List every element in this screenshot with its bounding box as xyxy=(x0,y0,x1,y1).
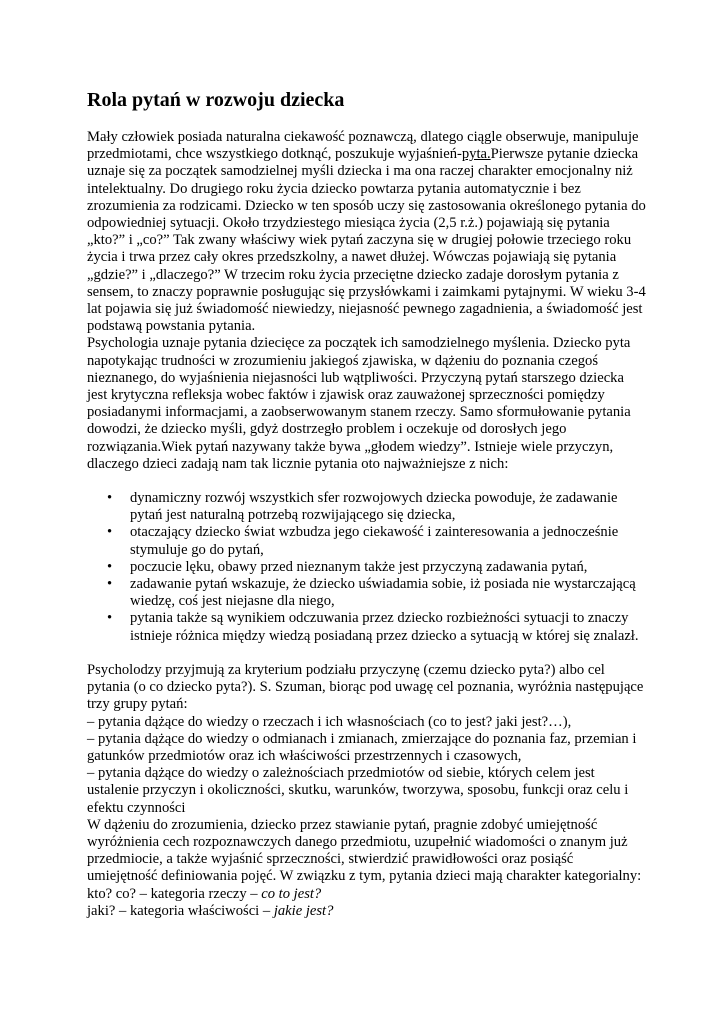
paragraph-psychology: Psychologia uznaje pytania dziecięce za początek ich samodzielnego myślenia. Dziecko pyta napotykając trudności w zrozumieniu jakiegoś zjawiska, w dążeniu do poznania czegoś nieznanego, do wyjaśnienia niejasności lub wątpliwości. Przyczyną pytań starszego dziecka jest krytyczna refleksja wobec faktów i zjawisk oraz zauważonej sprzeczności pomiędzy posiadanymi informacjami, a zaobserwowanym stanem rzeczy. Samo sformułowanie pytania dowodzi, że dziecko myśli, gdyż dostrzegło problem i oczekuje od dorosłych jego rozwiązania.Wiek pytań nazywany także bywa „głodem wiedzy”. Istnieje wiele przyczyn, dlaczego dzieci zadają nam tak licznie pytania oto najważniejsze z nich: xyxy=(87,335,631,472)
list-item-text: zadawanie pytań wskazuje, że dziecko uświadamia sobie, iż posiada nie wystarczającą wiedzę, coś jest niejasne dla niego, xyxy=(130,576,636,610)
category-text: kto? co? – kategoria rzeczy – xyxy=(87,885,262,902)
paragraph-intro xyxy=(87,129,647,335)
reasons-list xyxy=(87,490,647,645)
list-item-text: dynamiczny rozwój wszystkich sfer rozwojowych dziecka powoduje, że zadawanie pytań jest naturalną potrzebą rozwijającego się dziecka, xyxy=(130,490,618,524)
question-group-1: – pytania dążące do wiedzy o rzeczach i ich własnościach (co to jest? jaki jest?…), xyxy=(87,713,572,730)
list-item-text: poczucie lęku, obawy przed nieznanym także jest przyczyną zadawania pytań, xyxy=(130,558,588,575)
list-item xyxy=(87,576,647,610)
bullet-icon: • xyxy=(107,576,113,593)
question-group-3: – pytania dążące do wiedzy o zależnościach przedmiotów od siebie, których celem jest ustalenie przyczyn i okoliczności, skutku, warunków, tworzywa, sposobu, funkcji oraz celu i efektu czynności xyxy=(87,765,629,816)
category-question: co to jest? xyxy=(261,885,322,902)
category-line-2 xyxy=(87,903,647,920)
category-text: jaki? – kategoria właściwości – xyxy=(87,902,274,919)
list-item xyxy=(87,610,647,644)
list-item-text: pytania także są wynikiem odczuwania przez dziecko rozbieżności sytuacji to znaczy istnieje różnica między wiedzą posiadaną przez dziecko a sytuacją w której się znalazł. xyxy=(130,610,639,644)
bullet-icon: • xyxy=(107,558,113,575)
list-item xyxy=(87,559,647,576)
question-group-2: – pytania dążące do wiedzy o odmianach i zmianach, zmierzające do poznania faz, przemian i gatunków przedmiotów oraz ich właściwości przestrzennych i czasowych, xyxy=(87,730,637,764)
paragraph-intro-text: Mały człowiek posiada naturalna ciekawość poznawczą, dlatego ciągle obserwuje, manipuluje przedmiotami, chce wszystkiego dotknąć, poszukuje wyjaśnień- xyxy=(87,129,639,163)
category-line-1 xyxy=(87,886,647,903)
paragraph-understanding: W dążeniu do zrozumienia, dziecko przez stawianie pytań, pragnie zdobyć umiejętność wyróżnienia cech rozpoznawczych danego przedmiotu, uzupełnić wiadomości o znanym już przedmiocie, a także wyjaśnić sprzeczności, stwierdzić prawidłowości oraz posiąść umiejętność definiowania pojęć. W związku z tym, pytania dzieci mają charakter kategorialny: xyxy=(87,816,642,885)
category-question: jakie jest? xyxy=(273,902,334,919)
bullet-icon: • xyxy=(107,610,113,627)
paragraph-psychologists: Psycholodzy przyjmują za kryterium podziału przyczynę (czemu dziecko pyta?) albo cel pytania (o co dziecko pyta?). S. Szuman, biorąc pod uwagę cel poznania, wyróżnia następujące trzy grupy pytań: xyxy=(87,661,644,713)
document-title: Rola pytań w rozwoju dziecka xyxy=(87,89,345,111)
list-item xyxy=(87,524,647,558)
list-item-text: otaczający dziecko świat wzbudza jego ciekawość i zainteresowania a jednocześnie stymuluje go do pytań, xyxy=(130,524,619,558)
bullet-icon: • xyxy=(107,524,113,541)
document-page xyxy=(87,0,647,920)
underlined-word: pyta. xyxy=(461,146,491,163)
bullet-icon: • xyxy=(107,490,113,507)
paragraph-intro-continued: Pierwsze pytanie dziecka uznaje się za początek samodzielnej myśli dziecka i ma ona raczej charakter emocjonalny niż intelektualny. Do drugiego roku życia dziecko powtarza pytania automatycznie i bez zrozumienia za rodzicami. Dziecko w ten sposób uczy się zastosowania określonego pytania do odpowiedniej sytuacji. Około trzydziestego miesiąca życia (2,5 r.ż.) pojawiają się pytania „kto?” i „co?” Tak zwany właściwy wiek pytań zaczyna się w drugiej połowie trzeciego roku życia i trwa przez cały okres przedszkolny, a nawet dłużej. Wówczas pojawiają się pytania „gdzie?” i „dlaczego?” W trzecim roku życia przeciętne dziecko zadaje dorosłym pytania z sensem, to znaczy poprawnie posługując się przysłówkami i zaimkami pytajnymi. W wieku 3-4 lat pojawia się już świadomość niewiedzy, niejasność pewnego zagadnienia, a świadomość jest podstawą powstania pytania. xyxy=(87,146,646,335)
list-item xyxy=(87,490,647,524)
